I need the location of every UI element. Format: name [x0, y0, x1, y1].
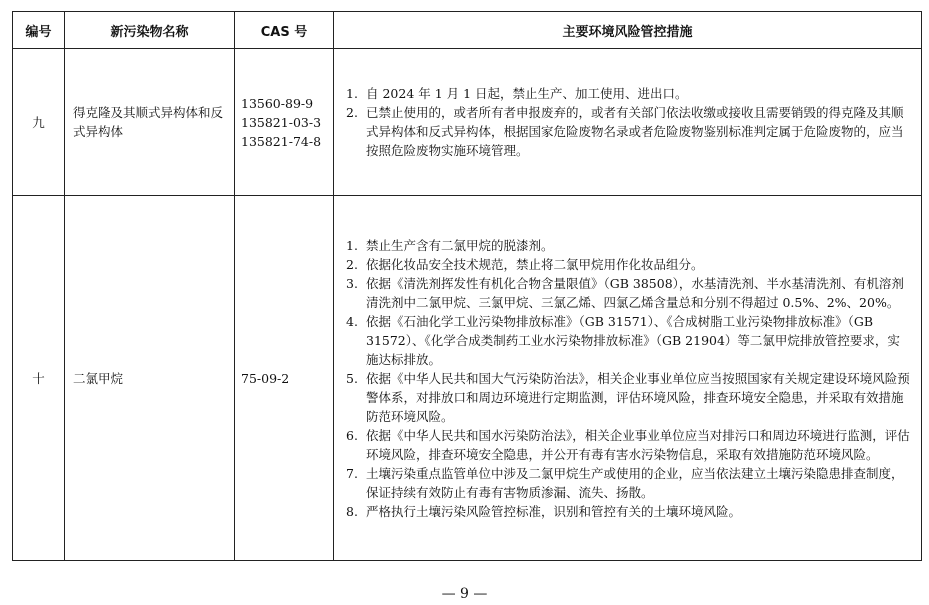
- measure-number: 4.: [346, 313, 358, 329]
- cas-number: 135821-03-3: [241, 114, 322, 130]
- regulation-table: [12, 11, 922, 561]
- row-index: 十: [13, 196, 65, 561]
- cas-numbers: [235, 196, 334, 561]
- cas-number: 13560-89-9: [241, 95, 314, 111]
- risk-measures: [334, 196, 922, 561]
- header-risk-measures: 主要环境风险管控措施: [334, 12, 922, 49]
- measure-item: [346, 312, 911, 369]
- row-index: 九: [13, 49, 65, 196]
- measure-item: [346, 274, 911, 312]
- measure-number: 7.: [346, 465, 358, 481]
- measure-number: 1.: [346, 86, 358, 101]
- measure-item: [346, 464, 911, 502]
- header-cas-number: CAS 号: [235, 12, 334, 49]
- measure-text: 依据《中华人民共和国大气污染防治法》，相关企业事业单位应当按照国家有关规定建设环境风险预警体系，对排放口和周边环境进行定期监测，评估环境风险，排查环境安全隐患，并采取有效措施防范环境风险。: [366, 370, 910, 424]
- table-header-row: [13, 12, 922, 49]
- measure-text: 依据化妆品安全技术规范，禁止将二氯甲烷用作化妆品组分。: [366, 256, 704, 272]
- measure-item: [346, 103, 911, 160]
- measure-number: 2.: [346, 256, 358, 272]
- measure-number: 3.: [346, 275, 358, 291]
- measure-number: 2.: [346, 105, 358, 120]
- measure-number: 8.: [346, 503, 358, 519]
- measure-text: 已禁止使用的，或者所有者申报废弃的，或者有关部门依法收缴或接收且需要销毁的得克隆及其顺式异构体和反式异构体，根据国家危险废物名录或者危险废物鉴别标准判定属于危险废物的，应当按照危险废物实施环境管理。: [366, 105, 904, 158]
- measure-item: [346, 84, 911, 103]
- cas-number: 75-09-2: [241, 370, 290, 386]
- table-row: [13, 196, 922, 561]
- measure-text: 严格执行土壤污染风险管控标准，识别和管控有关的土壤环境风险。: [366, 503, 742, 519]
- measure-text: 禁止生产含有二氯甲烷的脱漆剂。: [366, 237, 554, 253]
- measure-number: 5.: [346, 370, 358, 386]
- pollutant-name: 得克隆及其顺式异构体和反式异构体: [65, 49, 235, 196]
- measure-item: [346, 255, 911, 274]
- header-pollutant-name: 新污染物名称: [65, 12, 235, 49]
- measure-item: [346, 502, 911, 521]
- measure-text: 依据《石油化学工业污染物排放标准》（GB 31571）、《合成树脂工业污染物排放标准》（GB 31572）、《化学合成类制药工业水污染物排放标准》（GB 21904）等二氯甲烷排放管控要求，实施达标排放。: [366, 313, 900, 367]
- measure-text: 自 2024 年 1 月 1 日起，禁止生产、加工使用、进出口。: [366, 86, 688, 101]
- measure-number: 1.: [346, 237, 358, 253]
- measure-text: 依据《清洗剂挥发性有机化合物含量限值》（GB 38508），水基清洗剂、半水基清洗剂、有机溶剂清洗剂中二氯甲烷、三氯甲烷、三氯乙烯、四氯乙烯含量总和分别不得超过 0.5%、2%、20%。: [366, 275, 904, 310]
- header-index: 编号: [13, 12, 65, 49]
- page-number: — 9 —: [441, 586, 488, 602]
- measure-text: 依据《中华人民共和国水污染防治法》，相关企业事业单位应当对排污口和周边环境进行监测，评估环境风险，排查环境安全隐患，并公开有毒有害水污染物信息，采取有效措施防范环境风险。: [366, 427, 910, 462]
- measure-text: 土壤污染重点监管单位中涉及二氯甲烷生产或使用的企业，应当依法建立土壤污染隐患排查制度，保证持续有效防止有毒有害物质渗漏、流失、扬散。: [366, 465, 904, 500]
- table-row: [13, 49, 922, 196]
- pollutant-name: 二氯甲烷: [65, 196, 235, 561]
- measure-item: [346, 236, 911, 255]
- cas-numbers: [235, 49, 334, 196]
- measure-item: [346, 369, 911, 426]
- risk-measures: [334, 49, 922, 196]
- measure-list: [346, 236, 911, 521]
- measure-item: [346, 426, 911, 464]
- measure-number: 6.: [346, 427, 358, 443]
- cas-number: 135821-74-8: [241, 133, 322, 149]
- measure-list: [346, 84, 911, 160]
